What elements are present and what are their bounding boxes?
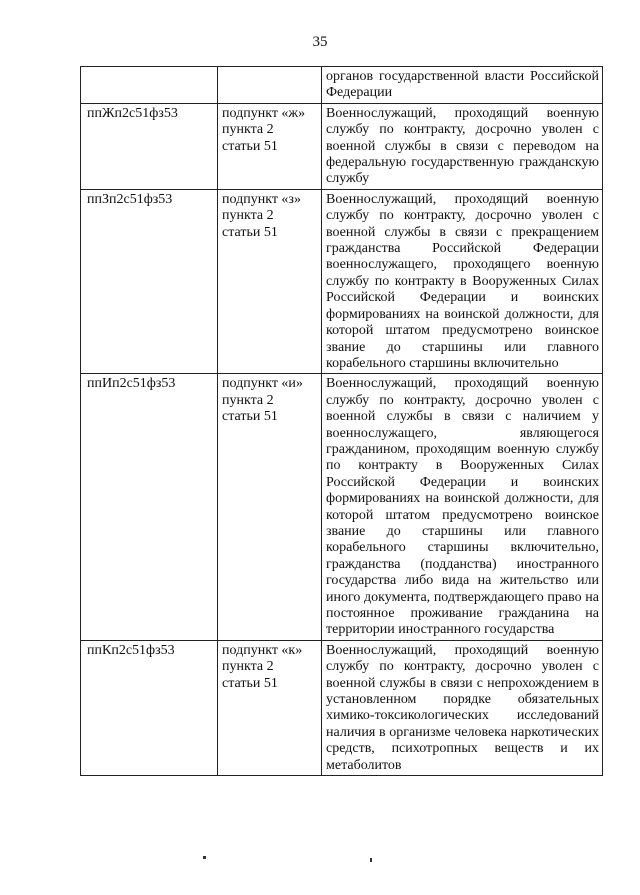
- scan-speck: [370, 858, 372, 862]
- page-number: 35: [312, 34, 328, 50]
- table-row: [81, 374, 603, 641]
- reference-line: подпункт «ж»: [222, 105, 306, 121]
- description-cell: Военнослужащий, проходящий военную службу по контракту, досрочно уволен с военной службы в связи с наличием у военнослужащего, являющегося гражданином, проходящим военную службу по контракту в Вооруженных Силах Российской Федерации и воинских формированиях на воинской должности, для которой штатом предусмотрено воинское звание до старшины или главного корабельного старшины включительно, гражданства (подданства) иностранного государства либо вида на жительство или иного документа, подтверждающего право на постоянное проживание гражданина на территории иностранного государства: [322, 374, 603, 641]
- code-cell: [81, 67, 218, 104]
- reference-line: пункта 2: [222, 392, 274, 408]
- reference-line: пункта 2: [222, 659, 274, 675]
- table-row: [81, 640, 603, 775]
- reference-cell: [218, 103, 322, 189]
- reference-line: статьи 51: [222, 224, 278, 240]
- reference-line: пункта 2: [222, 208, 274, 224]
- table-row: [81, 103, 603, 189]
- description-cell: Военнослужащий, проходящий военную службу по контракту, досрочно уволен с военной службы в связи с прекращением гражданства Российской Федерации военнослужащего, проходящего военную службу по контракту в Вооруженных Силах Российской Федерации и воинских формированиях на воинской должности, для которой штатом предусмотрено воинское звание до старшины или главного корабельного старшины включительно: [322, 189, 603, 373]
- description-cell: Военнослужащий, проходящий военную службу по контракту, досрочно уволен с военной службы в связи с непрохождением в установленном порядке обязательных химико-токсикологических исследований наличия в организме человека наркотических средств, психотропных веществ и их метаболитов: [322, 640, 603, 775]
- table-row: [81, 189, 603, 373]
- code-cell: ппИп2с51фз53: [81, 374, 218, 641]
- scan-speck: [203, 856, 206, 859]
- reference-line: подпункт «к»: [222, 642, 303, 658]
- reference-cell: [218, 640, 322, 775]
- description-cell: органов государственной власти Российской Федерации: [322, 67, 603, 104]
- legal-codes-table: [80, 66, 603, 776]
- reference-cell: [218, 67, 322, 104]
- reference-line: статьи 51: [222, 675, 278, 691]
- code-cell: ппКп2с51фз53: [81, 640, 218, 775]
- code-cell: ппЗп2с51фз53: [81, 189, 218, 373]
- code-cell: ппЖп2с51фз53: [81, 103, 218, 189]
- reference-line: пункта 2: [222, 122, 274, 138]
- reference-line: статьи 51: [222, 409, 278, 425]
- reference-line: подпункт «з»: [222, 191, 301, 207]
- description-cell: Военнослужащий, проходящий военную службу по контракту, досрочно уволен с военной службы в связи с переводом на федеральную государственную гражданскую службу: [322, 103, 603, 189]
- reference-line: статьи 51: [222, 138, 278, 154]
- reference-cell: [218, 374, 322, 641]
- reference-cell: [218, 189, 322, 373]
- table-row: [81, 67, 603, 104]
- reference-line: подпункт «и»: [222, 376, 303, 392]
